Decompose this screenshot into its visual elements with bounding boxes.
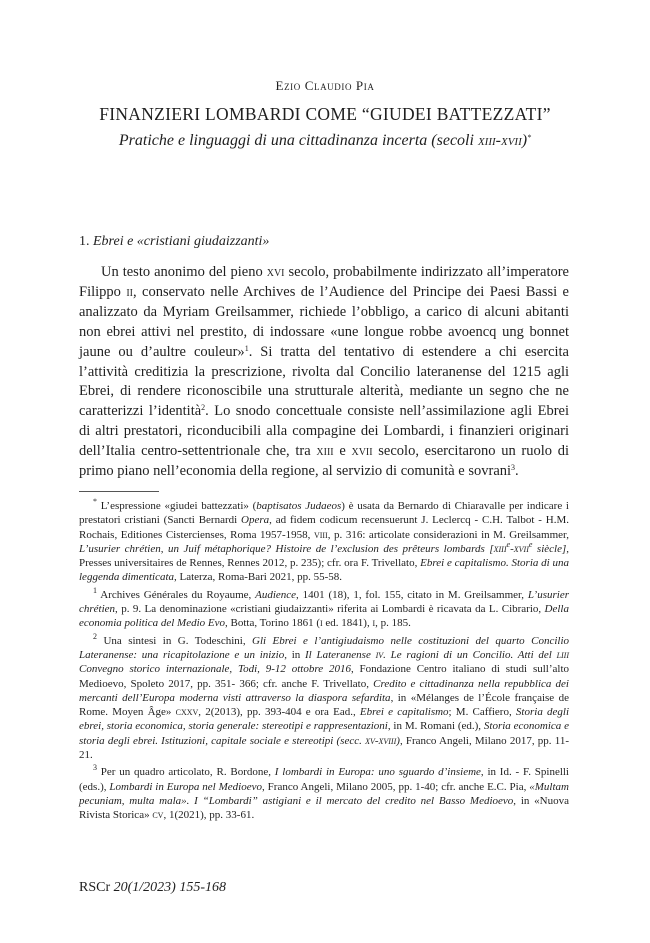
footnote-ref-3[interactable]: 3 (511, 463, 516, 473)
footnote-ref-1[interactable]: 1 (244, 343, 249, 353)
body-paragraph: Un testo anonimo del pieno xvi secolo, probabilmente indirizzato all’imperatore Filippo ii, conservato nelle Archives de l’Audience del Principe dei Paesi Bassi e analizzato da Myriam Greilsammer, richiede l’obbligo, a carico di alcuni abitanti non ebrei attivi nel prestito, di indossare «une longue robbe avoencq ung bonnet jaune ou d’aultre couleur»$^1$. Si tratta del tentativo di estendere a chi esercita l’attività creditizia la prescrizione, rivolta dal Concilio lateranense del 1215 agli Ebrei, di rendere riconoscibile una strutturale alterità, mediante un segno che ne caratterizzi l’identità$^2$. Lo snodo concettuale consiste nell’assimilazione agli Ebrei di altri prestatori, riconducibili alla compagine dei Lombardi, i finanzieri originari dell’Italia centro-settentrionale che, tra xiii e xvii secolo, esercitarono un ruolo di primo piano nell’economia della regione, al servizio di comunità e sovrani$^3$. (79, 264, 570, 480)
footnote-ref-2[interactable]: 2 (201, 403, 206, 413)
footnote-1: $^1$ Archives Générales du Royaume, Audience, 1401 (18), 1, fol. 155, citato in M. Greilsammer, L’usurier chrétien, p. 9. La denominazione «cristiani giudaizzanti» riferita ai Lombardi è ricavata da L. Cibrario, Della economia politica del Medio Evo, Botta, Torino 1861 (i ed. 1841), i, p. 185. (79, 585, 569, 630)
journal-footer: RSCr 20(1/2023) 155-168 (79, 880, 227, 895)
body-text (79, 263, 569, 482)
footnote-divider (79, 491, 159, 492)
section-heading: 1. Ebrei e «cristiani giudaizzanti» (79, 234, 270, 249)
author-name: Ezio Claudio Pia (275, 78, 375, 93)
article-subtitle: Pratiche e linguaggi di una cittadinanza incerta (secoli xiii-xvii)* (118, 132, 532, 149)
footnote-2: $^2$ Una sintesi in G. Todeschini, Gli Ebrei e l’antigiudaismo nelle costituzioni del quarto Concilio Lateranense: una ricapitolazione e un inizio, in Il Lateranense iv. Le ragioni di un Concilio. Atti del liii Convegno storico internazionale, Todi, 9-12 ottobre 2016, Fondazione Centro italiano di studi sull’alto Medioevo, Spoleto 2017, pp. 351- 366; cfr. anche F. Trivellato, Credito e cittadinanza nella repubblica dei mercanti dell’Europa moderna visti attraverso la diaspora sefardita, in «Mélanges de l’École française de Rome. Moyen Âge» cxxv, 2(2013), pp. 393-404 e ora Ead., Ebrei e capitalismo; M. Caffiero, Storia degli ebrei, storia economica, storia generale: stereotipi e rappresentazioni, in M. Romani (ed.), Storia economica e storia degli ebrei. Istituzioni, capitale sociale e stereotipi (secc. xv-xviii), Franco Angeli, Milano 2017, pp. 11-21. (79, 631, 570, 762)
article-title: FINANZIERI LOMBARDI COME “GIUDEI BATTEZZATI” (99, 104, 551, 124)
footnote-3: $^3$ Per un quadro articolato, R. Bordone, I lombardi in Europa: uno sguardo d’insieme, in Id. - F. Spinelli (eds.), Lombardi in Europa nel Medioevo, Franco Angeli, Milano 2005, pp. 1-40; cfr. anche E.C. Pia, «Multam pecuniam, multa mala». I “Lombardi” astigiani e il mercato del credito nel Basso Medioevo, in «Nuova Rivista Storica» cv, 1(2021), pp. 33-61. (79, 763, 569, 822)
footnote-star: * L’espressione «giudei battezzati» (baptisatos Judaeos) è usata da Bernardo di Chiaravalle per indicare i prestatori cristiani (Sancti Bernardi Opera, ad fidem codicum recensuerunt J. Leclercq - C.H. Talbot - H.M. Rochais, Editiones Cistercienses, Roma 1957-1958, viii, p. 316: articolate considerazioni in M. Greilsammer, L’usurier chrétien, un Juif métaphorique? Histoire de l’exclusion des prêteurs lombards [xiii$^e$-xvii$^e$ siècle], Presses universitaires de Rennes, Rennes 2012, p. 235); cfr. ora F. Trivellato, Ebrei e capitalismo. Storia di una leggenda dimenticata, Laterza, Roma-Bari 2021, pp. 55-58. (79, 497, 570, 584)
footnotes (79, 499, 569, 823)
footnote-ref-star[interactable]: * (527, 133, 532, 142)
